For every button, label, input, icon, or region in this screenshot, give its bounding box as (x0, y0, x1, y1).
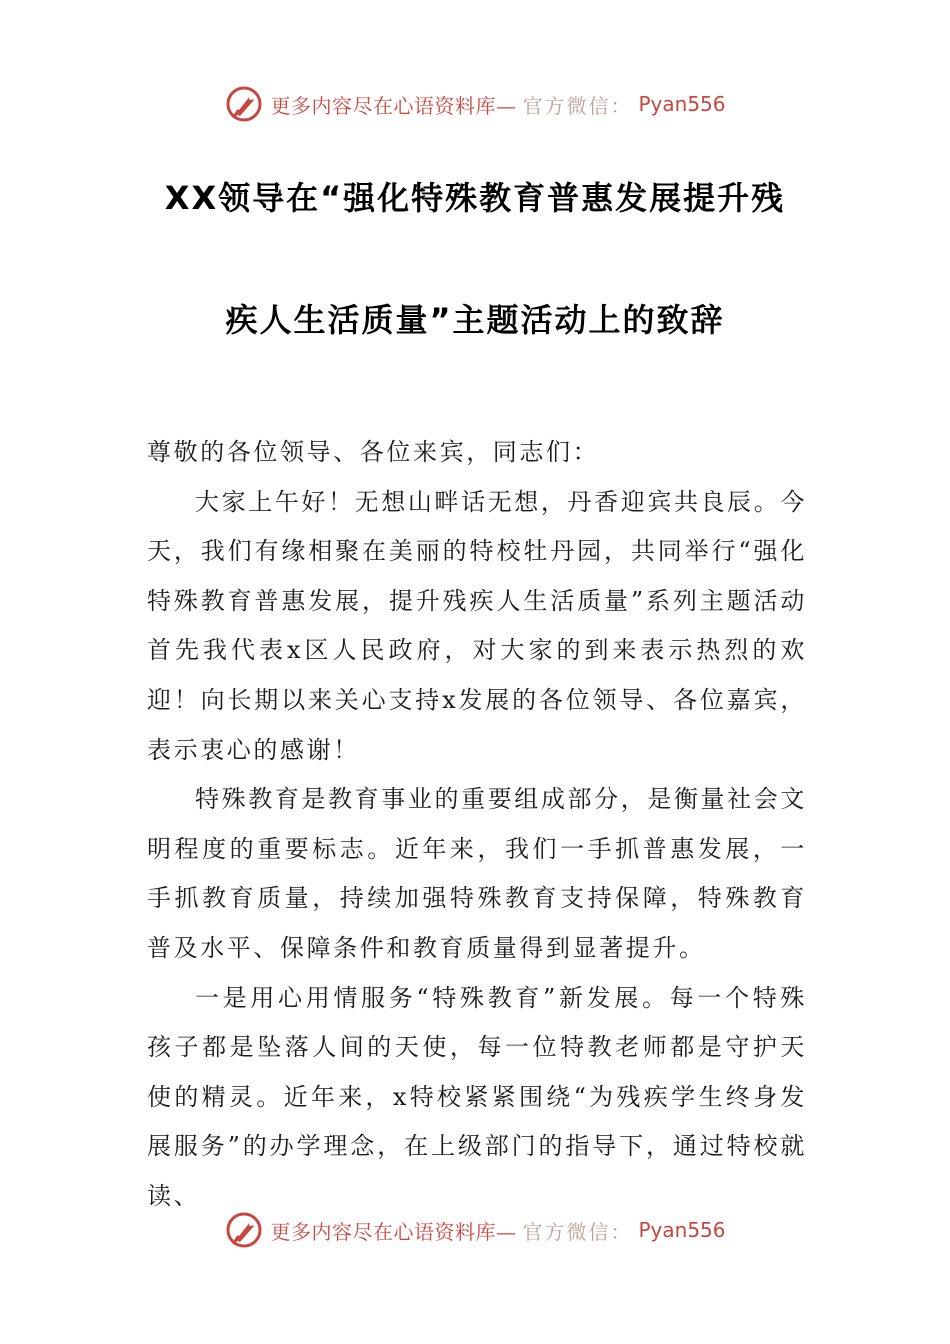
wechat-id: Pyan556 (638, 92, 726, 116)
document-title-line-1: XX领导在“强化特殊教育普惠发展提升残 (164, 179, 786, 217)
salutation: 尊敬的各位领导、各位来宾，同志们： (147, 438, 600, 466)
paragraph: 特殊教育是教育事业的重要组成部分，是衡量社会文明程度的重要标志。近年来，我们一手抓普惠发展，一手抓教育质量，持续加强特殊教育支持保障，特殊教育普及水平、保障条件和教育质量得到显著提升。 (147, 785, 807, 962)
promo-text: 更多内容尽在心语资料库— (270, 93, 517, 118)
wechat-label: 官方微信： (522, 1219, 633, 1244)
paragraph: 大家上午好！无想山畔话无想，丹香迎宾共良辰。今天，我们有缘相聚在美丽的特校牡丹园，共同举行“强化特殊教育普惠发展，提升残疾人生活质量”系列主题活动首先我代表x区人民政府，对大家的到来表示热烈的欢迎！向长期以来关心支持x发展的各位领导、各位嘉宾，表示衷心的感谢！ (147, 487, 807, 764)
document-body (147, 428, 807, 1222)
wechat-id: Pyan556 (638, 1218, 726, 1242)
pen-nib-logo-icon (224, 84, 264, 124)
document-title-line-2: 疾人生活质量”主题活动上的致辞 (225, 301, 725, 339)
header-banner (0, 82, 950, 126)
promo-text: 更多内容尽在心语资料库— (270, 1219, 517, 1244)
pen-nib-logo-icon (224, 1210, 264, 1250)
wechat-label: 官方微信： (522, 93, 633, 118)
footer-banner (0, 1208, 950, 1252)
paragraph: 一是用心用情服务“特殊教育”新发展。每一个特殊孩子都是坠落人间的天使，每一位特教老师都是守护天使的精灵。近年来，x特校紧紧围绕“为残疾学生终身发展服务”的办学理念，在上级部门的指导下，通过特校就读、 (147, 983, 807, 1210)
